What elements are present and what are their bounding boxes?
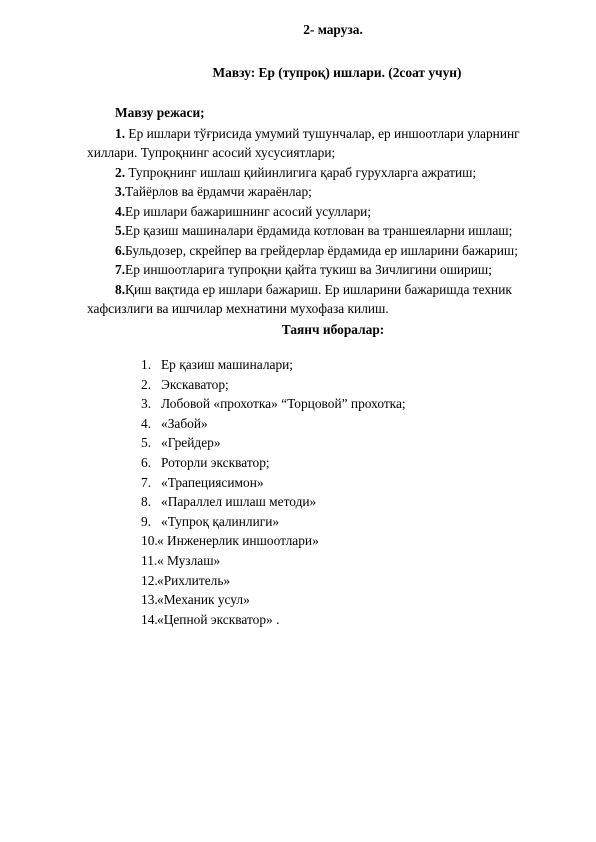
list-item — [141, 414, 406, 434]
lecture-number: 2- маруза. — [303, 22, 363, 37]
plan-item — [87, 221, 549, 241]
keyword-number: 14. — [141, 611, 158, 627]
plan-item-number: 8. — [115, 281, 126, 297]
keyword-text: «Трапециясимон» — [161, 474, 264, 490]
list-item — [141, 551, 406, 571]
list-item — [141, 531, 406, 551]
list-item — [141, 375, 406, 395]
list-item — [141, 512, 406, 532]
keyword-number: 3. — [141, 396, 152, 412]
keyword-text: « Инженерлик иншоотлари» — [157, 533, 319, 549]
keyword-text: «Рихлитель» — [157, 572, 231, 588]
list-item — [141, 492, 406, 512]
list-item — [141, 571, 406, 591]
keyword-number: 8. — [141, 494, 152, 510]
list-item — [141, 394, 406, 414]
plan-item-text: Ер иншоотларига тупроқни қайта тукиш ва Зичлигини ошириш; — [125, 262, 492, 277]
keyword-number: 10. — [141, 533, 158, 549]
plan-item-text: Тупроқнинг ишлаш қийинлигига қараб гурухларга ажратиш; — [125, 164, 477, 180]
keyword-text: « Музлаш» — [157, 552, 221, 568]
plan-item-text: Ер ишлари бажаришнинг асосий усуллари; — [125, 203, 372, 219]
keyword-text: «Забой» — [161, 415, 208, 431]
plan-item — [87, 280, 549, 319]
plan-item — [87, 163, 549, 183]
keyword-number: 9. — [141, 513, 152, 529]
keyword-text: Роторли экскватор; — [161, 454, 270, 470]
plan-item-text: Ер ишлари тўғрисида умумий тушунчалар, ер иншоотлари уларнинг хиллари. Тупроқнинг асосий хусусиятлари; — [87, 125, 520, 160]
keyword-text: Ер қазиш машиналари; — [161, 357, 294, 372]
list-item — [141, 453, 406, 473]
keyword-number: 1. — [141, 357, 152, 372]
list-item — [141, 610, 406, 630]
plan-item — [87, 241, 549, 261]
keyword-text: «Механик усул» — [157, 592, 250, 608]
list-item — [141, 355, 406, 375]
plan-item-text: Қиш вақтида ер ишлари бажариш. Ер ишларини бажаришда техник хафсизлиги ва ишчилар мехнатини мухофаза килиш. — [87, 281, 512, 316]
keyword-text: «Параллел ишлаш методи» — [161, 494, 317, 510]
keyword-number: 6. — [141, 454, 152, 470]
plan-item — [87, 260, 549, 280]
keywords-list — [141, 355, 406, 629]
plan-title: Мавзу режаси; — [115, 105, 205, 120]
plan-item-text: Ер қазиш машиналари ёрдамида котлован ва траншеяларни ишлаш; — [125, 223, 513, 238]
plan-item-number: 7. — [115, 262, 126, 277]
keyword-number: 11. — [141, 552, 158, 568]
keyword-number: 4. — [141, 415, 152, 431]
plan-item-number: 6. — [115, 242, 126, 258]
plan-item-text: Тайёрлов ва ёрдамчи жараёнлар; — [125, 184, 312, 199]
list-item — [141, 590, 406, 610]
list-item — [141, 473, 406, 493]
keywords-title: Таянч иборалар: — [281, 322, 385, 337]
plan-item-number: 5. — [115, 223, 126, 238]
plan-item — [87, 124, 549, 163]
plan-item-text: Бульдозер, скрейпер ва грейдерлар ёрдамида ер ишларини бажариш; — [125, 242, 518, 258]
plan-item — [87, 182, 549, 202]
keyword-number: 5. — [141, 435, 152, 451]
keyword-text: «Цепной экскватор» . — [157, 611, 280, 627]
list-item — [141, 433, 406, 453]
keyword-number: 12. — [141, 572, 158, 588]
plan-item — [87, 202, 549, 222]
keyword-text: «Тупроқ қалинлиги» — [161, 513, 280, 529]
plan-item-number: 4. — [115, 203, 126, 219]
keyword-number: 13. — [141, 592, 158, 608]
plan-item-number: 3. — [115, 184, 126, 199]
keyword-text: «Грейдер» — [161, 435, 221, 451]
plan-item-number: 1. — [115, 125, 126, 141]
lecture-plan — [87, 103, 549, 319]
keyword-text: Экскаватор; — [161, 376, 229, 392]
lecture-topic: Мавзу: Ер (тупроқ) ишлари. (2соат учун) — [212, 65, 462, 80]
plan-item-number: 2. — [115, 164, 126, 180]
keyword-number: 2. — [141, 376, 152, 392]
keyword-text: Лобовой «прохотка» “Торцовой” прохотка; — [161, 396, 406, 412]
keyword-number: 7. — [141, 474, 152, 490]
